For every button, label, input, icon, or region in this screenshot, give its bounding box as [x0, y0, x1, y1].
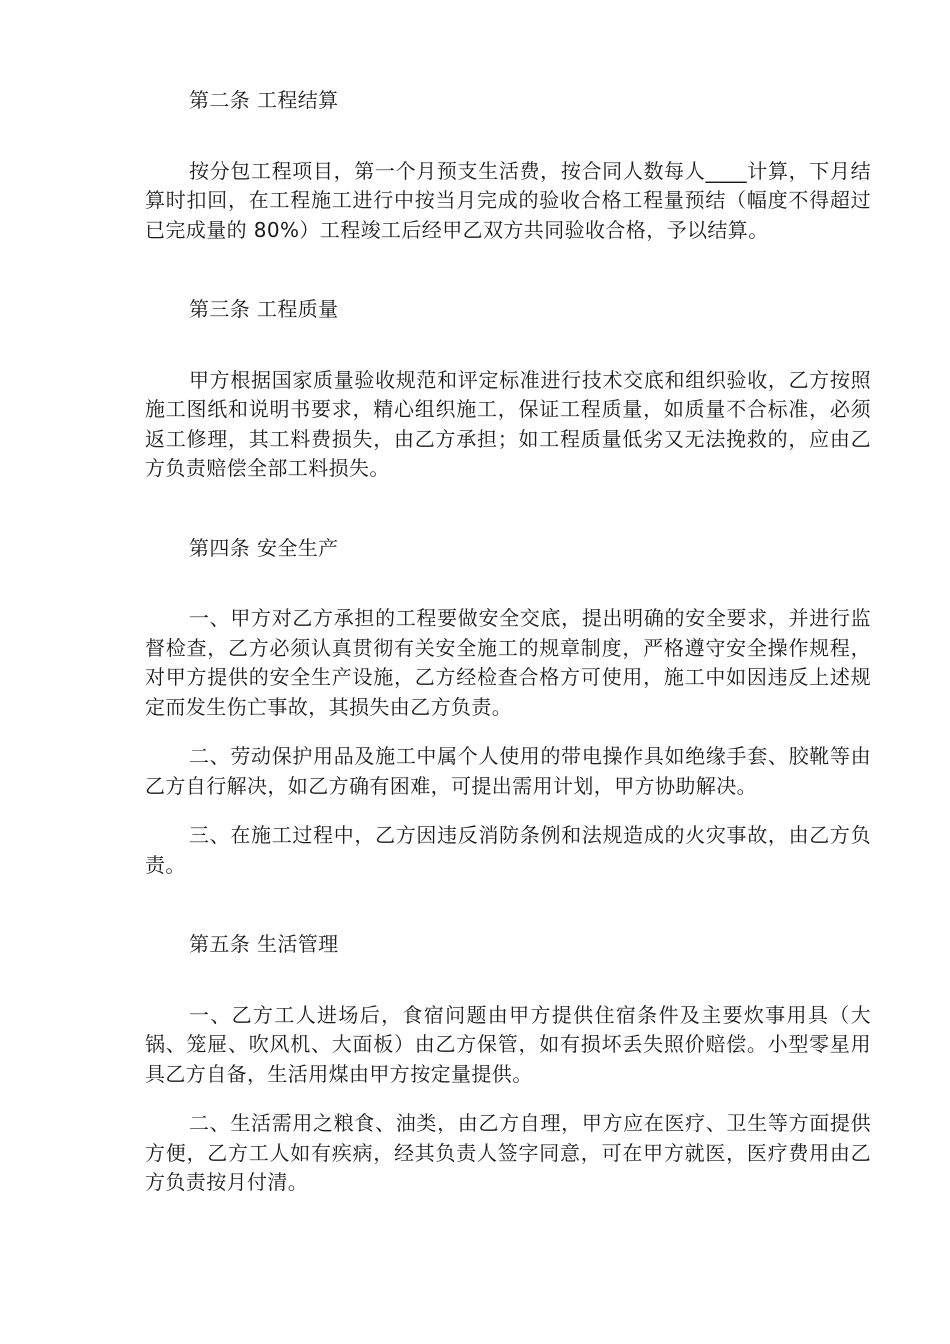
document-body [145, 86, 871, 1198]
article-5-item-1: 一、乙方工人进场后，食宿问题由甲方提供住宿条件及主要炊事用具（大锅、笼屉、吹风机、大面板）由乙方保管，如有损坏丢失照价赔偿。小型零星用具乙方自备，生活用煤由甲方按定量提供。 [145, 1002, 871, 1086]
section-article-5 [145, 930, 871, 1198]
section-article-4 [145, 534, 871, 881]
article-4-item-3: 三、在施工过程中，乙方因违反消防条例和法规造成的火灾事故，由乙方负责。 [145, 823, 871, 877]
article-2-heading: 第二条 工程结算 [189, 88, 339, 112]
article-3-heading: 第三条 工程质量 [189, 297, 339, 321]
article-2-paragraph-1: 按分包工程项目，第一个月预支生活费，按合同人数每人____计算，下月结算时扣回，在工程施工进行中按当月完成的验收合格工程量预结（幅度不得超过已完成量的 80%）工程竣工后经甲乙双方共同验收合格，予以结算。 [145, 158, 871, 242]
article-5-item-2: 二、生活需用之粮食、油类，由乙方自理，甲方应在医疗、卫生等方面提供方便，乙方工人如有疾病，经其负责人签字同意，可在甲方就医，医疗费用由乙方负责按月付清。 [145, 1111, 871, 1194]
article-3-paragraph-1: 甲方根据国家质量验收规范和评定标准进行技术交底和组织验收，乙方按照施工图纸和说明书要求，精心组织施工，保证工程质量，如质量不合标准，必须返工修理，其工料费损失，由乙方承担；如工程质量低劣又无法挽救的，应由乙方负责赔偿全部工料损失。 [145, 367, 871, 480]
article-4-item-1: 一、甲方对乙方承担的工程要做安全交底，提出明确的安全要求，并进行监督检查，乙方必须认真贯彻有关安全施工的规章制度，严格遵守安全操作规程，对甲方提供的安全生产设施，乙方经检查合格方可使用，施工中如因违反上述规定而发生伤亡事故，其损失由乙方负责。 [145, 606, 871, 719]
article-5-heading: 第五条 生活管理 [189, 932, 339, 956]
article-4-item-2: 二、劳动保护用品及施工中属个人使用的带电操作具如绝缘手套、胶靴等由乙方自行解决，如乙方确有困难，可提出需用计划，甲方协助解决。 [145, 744, 871, 798]
article-4-heading: 第四条 安全生产 [189, 535, 339, 560]
section-article-2 [145, 86, 871, 245]
section-article-3 [145, 295, 871, 484]
